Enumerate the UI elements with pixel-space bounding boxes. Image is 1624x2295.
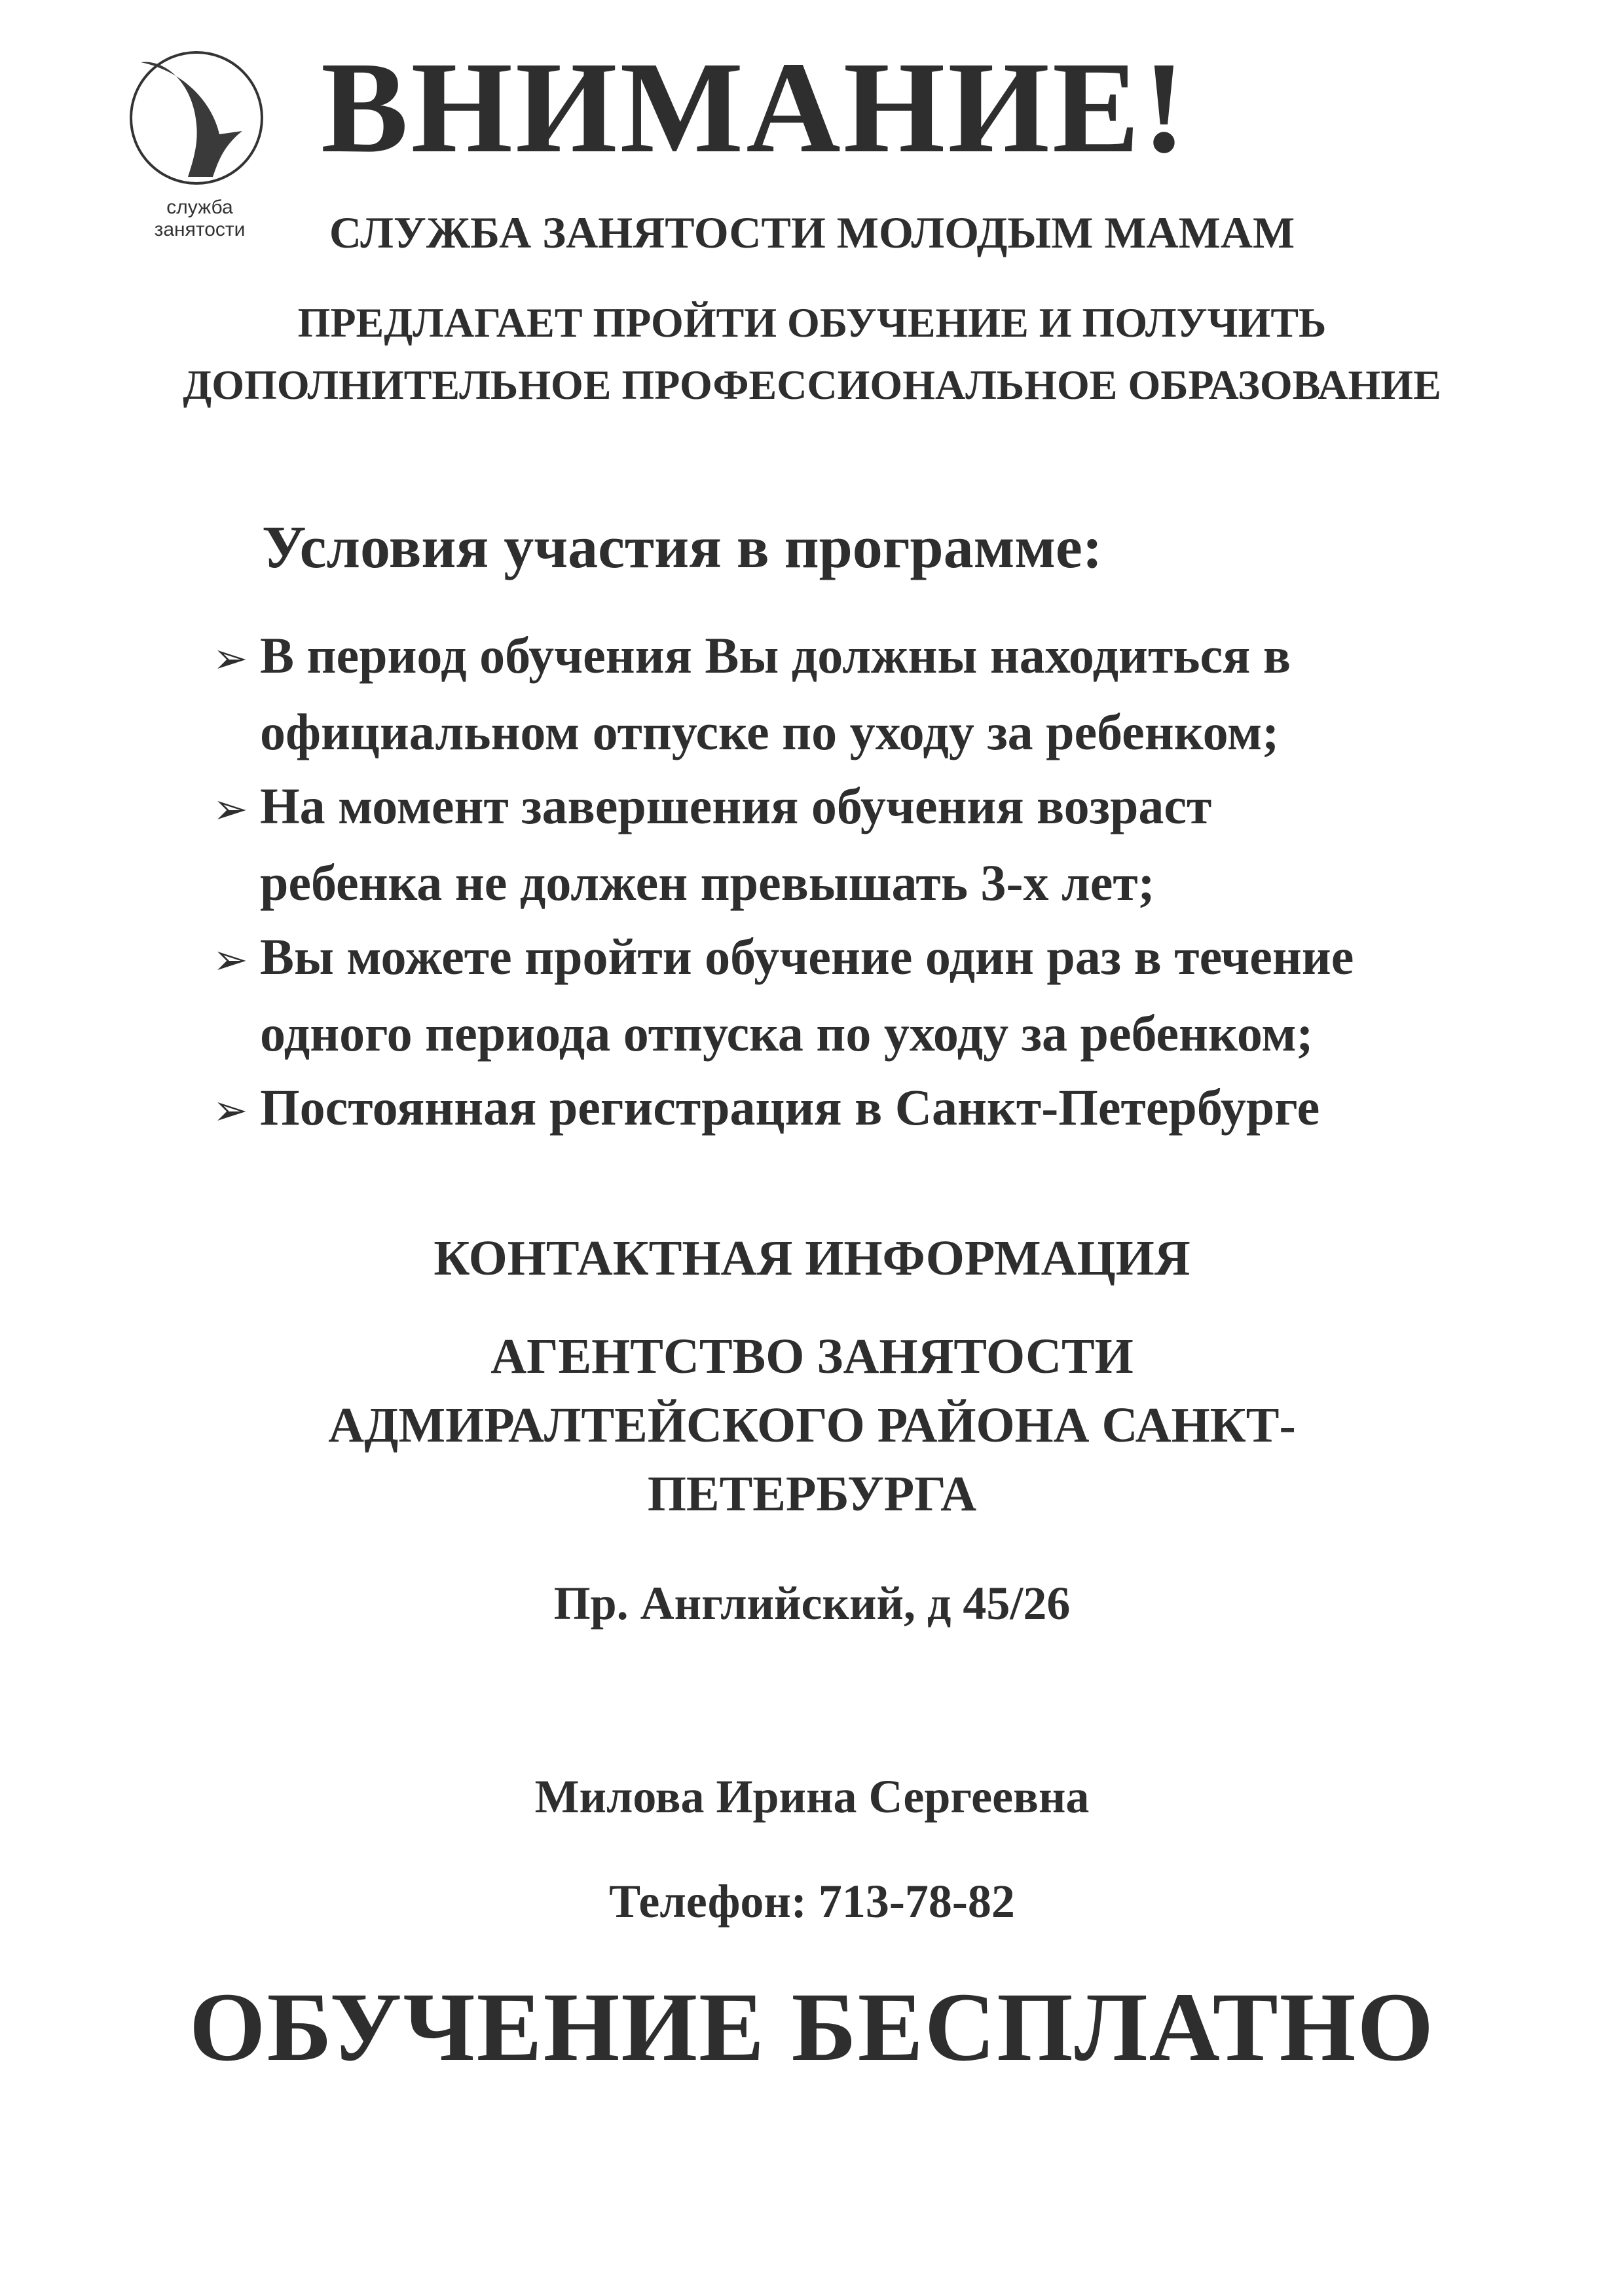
condition-line-2: одного периода отпуска по уходу за ребенком; bbox=[260, 1005, 1314, 1062]
condition-item bbox=[213, 770, 1588, 920]
arrow-bullet-icon: ➢ bbox=[213, 785, 248, 834]
agency-line-3: ПЕТЕРБУРГА bbox=[647, 1466, 977, 1521]
attention-heading: ВНИМАНИЕ! bbox=[321, 35, 1189, 180]
condition-line-2: ребенка не должен превышать 3-х лет; bbox=[260, 854, 1155, 911]
condition-line-1: На момент завершения обучения возраст bbox=[260, 777, 1212, 834]
bird-in-circle-icon bbox=[128, 46, 265, 196]
service-line: СЛУЖБА ЗАНЯТОСТИ МОЛОДЫМ МАМАМ bbox=[329, 208, 1295, 257]
contact-person: Милова Ирина Сергеевна bbox=[534, 1770, 1090, 1823]
contacts-title: КОНТАКТНАЯ ИНФОРМАЦИЯ bbox=[434, 1231, 1190, 1286]
offer-line-2: ДОПОЛНИТЕЛЬНОЕ ПРОФЕССИОНАЛЬНОЕ ОБРАЗОВАНИЕ bbox=[183, 362, 1441, 408]
agency-line-1: АГЕНТСТВО ЗАНЯТОСТИ bbox=[490, 1329, 1134, 1384]
arrow-bullet-icon: ➢ bbox=[213, 635, 248, 683]
logo-caption-line-2: занятости bbox=[154, 219, 246, 240]
condition-item bbox=[213, 1071, 1588, 1148]
condition-line-1: Постоянная регистрация в Санкт-Петербурге bbox=[260, 1079, 1320, 1136]
arrow-bullet-icon: ➢ bbox=[213, 936, 248, 984]
arrow-bullet-icon: ➢ bbox=[213, 1087, 248, 1135]
offer-line-1: ПРЕДЛАГАЕТ ПРОЙТИ ОБУЧЕНИЕ И ПОЛУЧИТЬ bbox=[297, 299, 1327, 346]
agency-line-2: АДМИРАЛТЕЙСКОГО РАЙОНА САНКТ- bbox=[328, 1398, 1296, 1453]
conditions-title: Условия участия в программе: bbox=[262, 513, 1103, 580]
phone-number: Телефон: 713-78-82 bbox=[609, 1875, 1015, 1928]
condition-line-1: Вы можете пройти обучение один раз в течение bbox=[260, 928, 1354, 985]
condition-item bbox=[213, 619, 1588, 769]
condition-item bbox=[213, 920, 1588, 1070]
free-training-banner: ОБУЧЕНИЕ БЕСПЛАТНО bbox=[189, 1973, 1435, 2081]
condition-line-2: официальном отпуске по уходу за ребенком; bbox=[260, 703, 1280, 760]
address: Пр. Английский, д 45/26 bbox=[553, 1577, 1071, 1630]
logo-caption-line-1: служба bbox=[166, 196, 233, 218]
condition-line-1: В период обучения Вы должны находиться в bbox=[260, 627, 1291, 684]
